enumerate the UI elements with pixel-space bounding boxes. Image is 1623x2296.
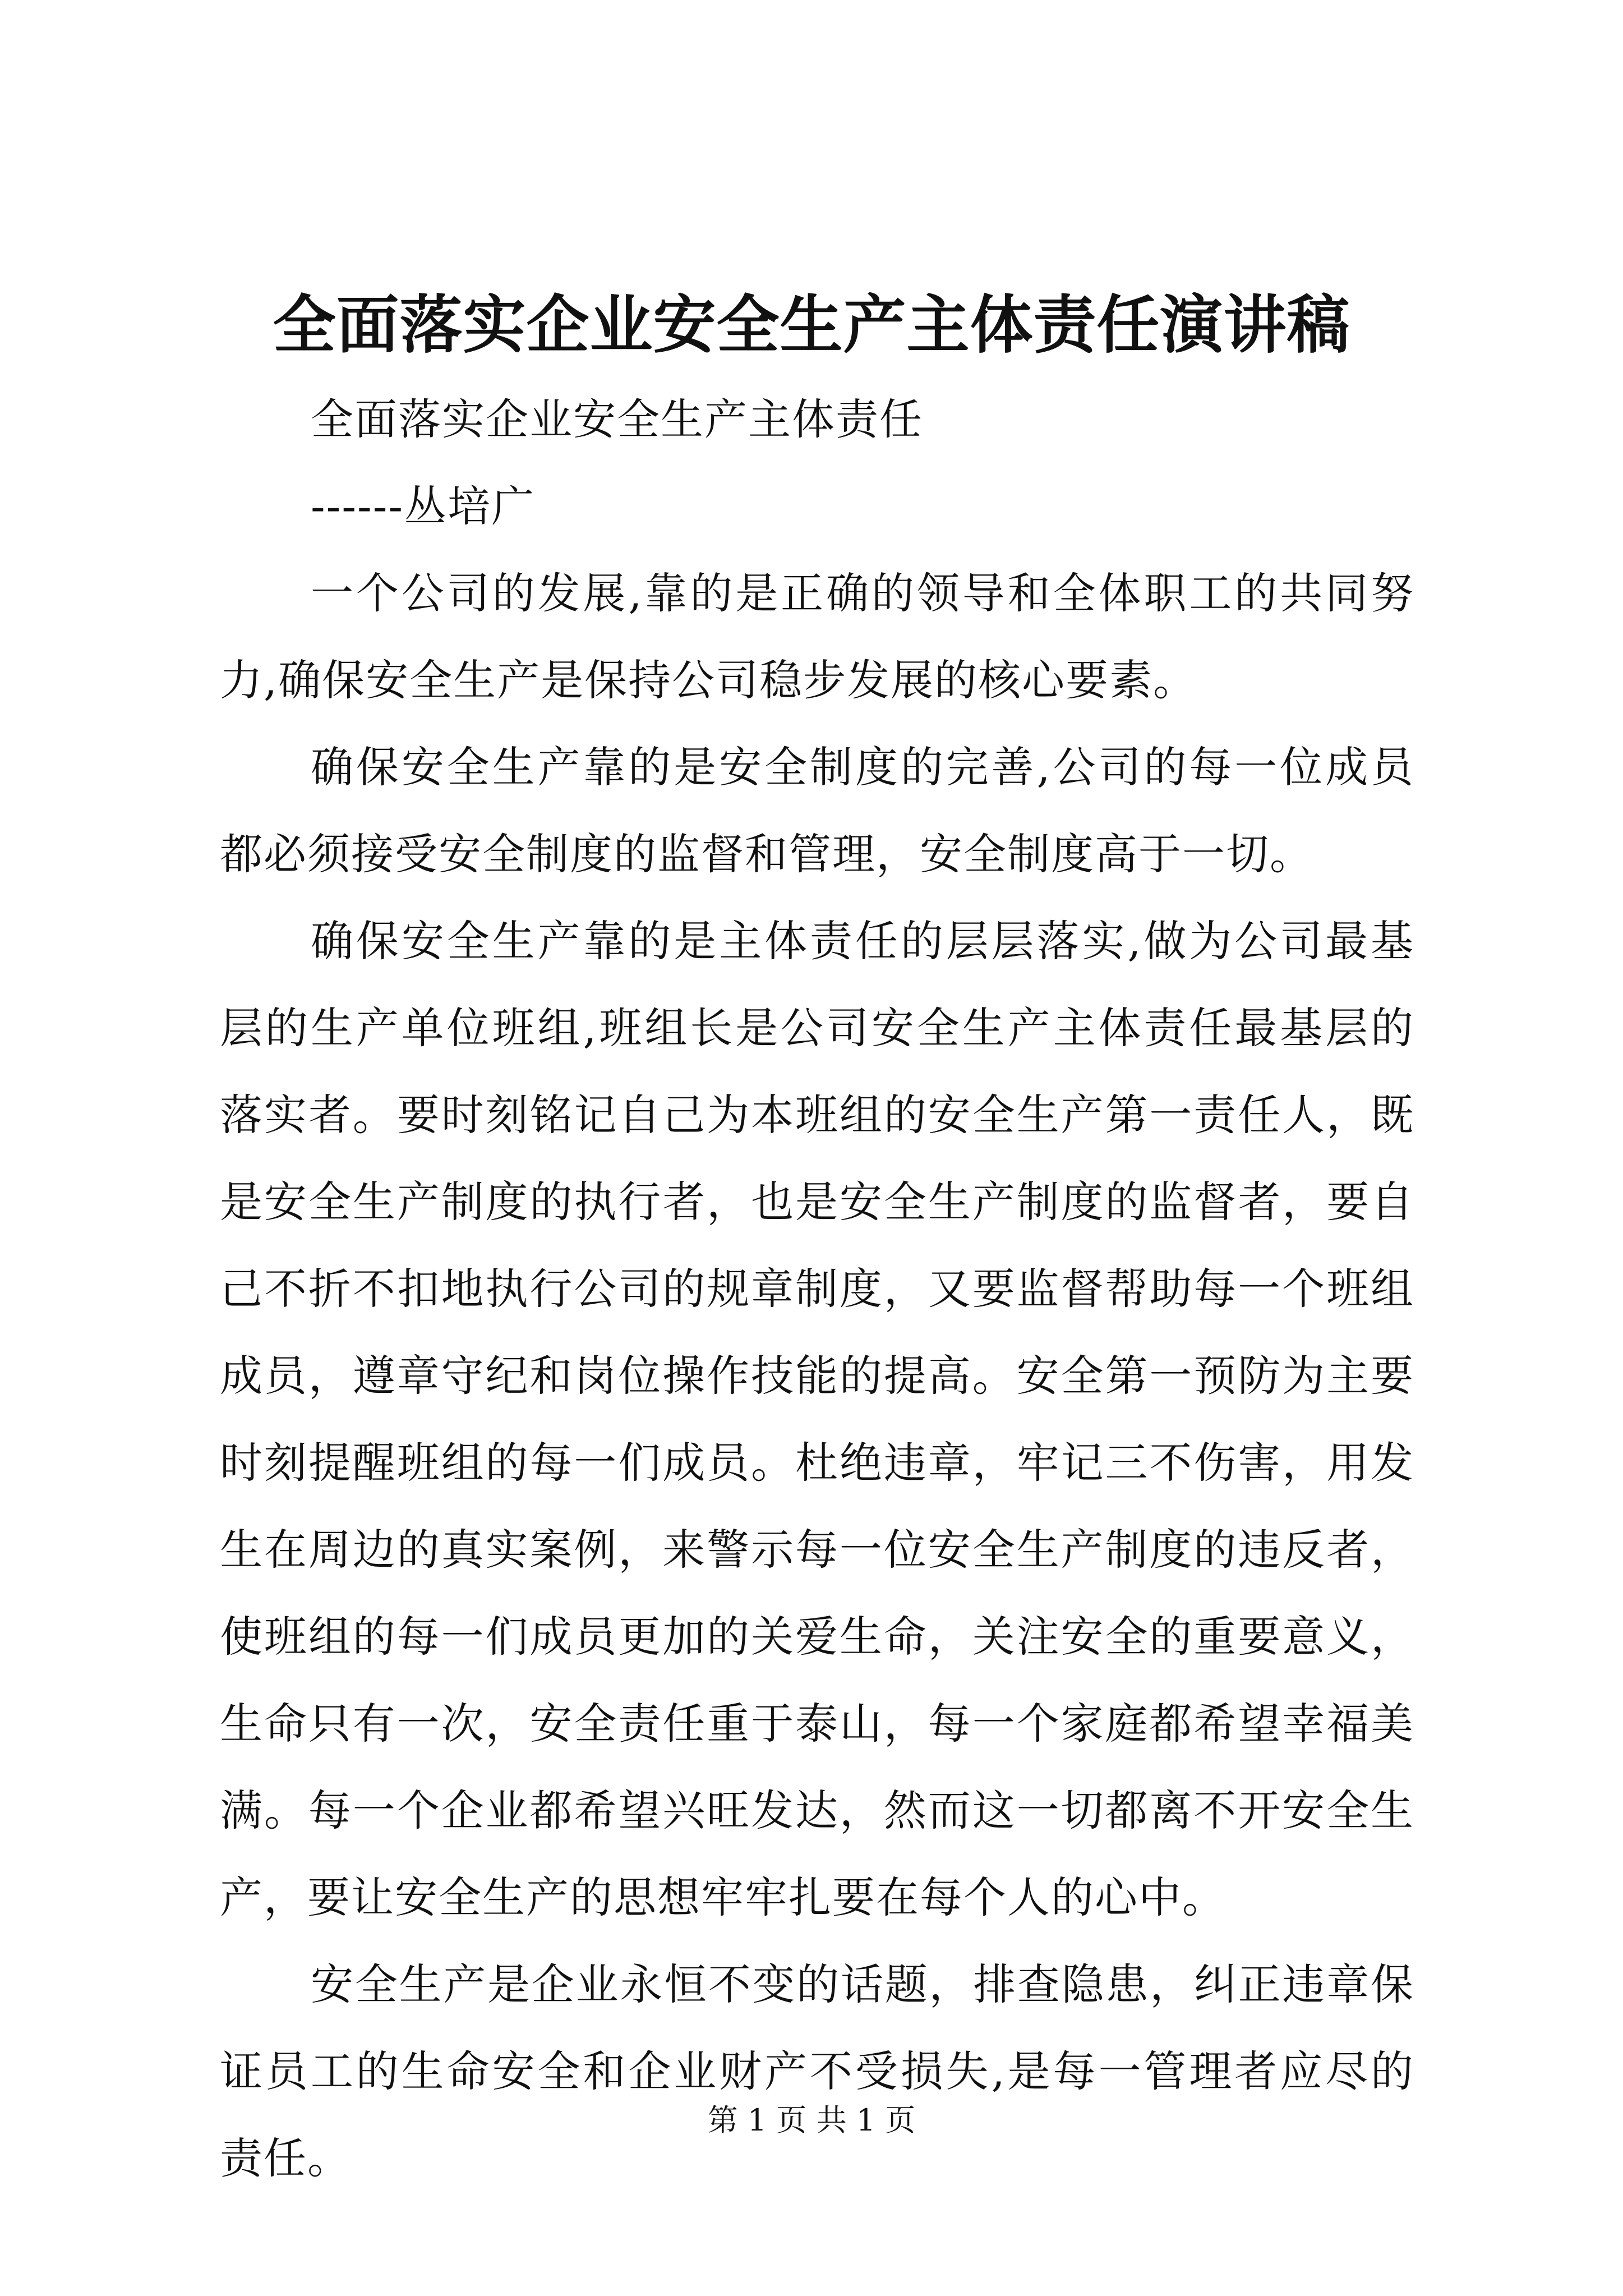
paragraph-author: ------丛培广 — [311, 481, 536, 531]
paragraph: 确保安全生产靠的是主体责任的层层落实,做为公司最基层的生产单位班组,班组长是公司安全生产主体责任最基层的落实者。要时刻铭记自己为本班组的安全生产第一责任人，既是安全生产制度的执行者，也是安全生产制度的监督者，要自己不折不扣地执行公司的规章制度，又要监督帮助每一个班组成员，遵章守纪和岗位操作技能的提高。安全第一预防为主要时刻提醒班组的每一们成员。杜绝违章，牢记三不伤害，用发生在周边的真实案例，来警示每一位安全生产制度的违反者，使班组的每一们成员更加的关爱生命，关注安全的重要意义，生命只有一次，安全责任重于泰山，每一个家庭都希望幸福美满。每一个企业都希望兴旺发达，然而这一切都离不开安全生产，要让安全生产的思想牢牢扎要在每个人的心中。 — [220, 916, 1414, 1922]
paragraph: 确保安全生产靠的是安全制度的完善,公司的每一位成员都必须接受安全制度的监督和管理，安全制度高于一切。 — [220, 742, 1414, 879]
document-body — [220, 376, 1414, 2202]
paragraph: 一个公司的发展,靠的是正确的领导和全体职工的共同努力,确保安全生产是保持公司稳步发展的核心要素。 — [220, 568, 1414, 705]
paragraph: 安全生产是企业永恒不变的话题，排查隐患，纠正违章保证员工的生命安全和企业财产不受损失,是每一管理者应尽的责任。 — [220, 1959, 1414, 2183]
document-title: 全面落实企业安全生产主体责任演讲稿 — [273, 288, 1350, 362]
paragraph-subtitle: 全面落实企业安全生产主体责任 — [311, 394, 923, 444]
page-footer: 第 1 页 共 1 页 — [707, 2102, 916, 2138]
